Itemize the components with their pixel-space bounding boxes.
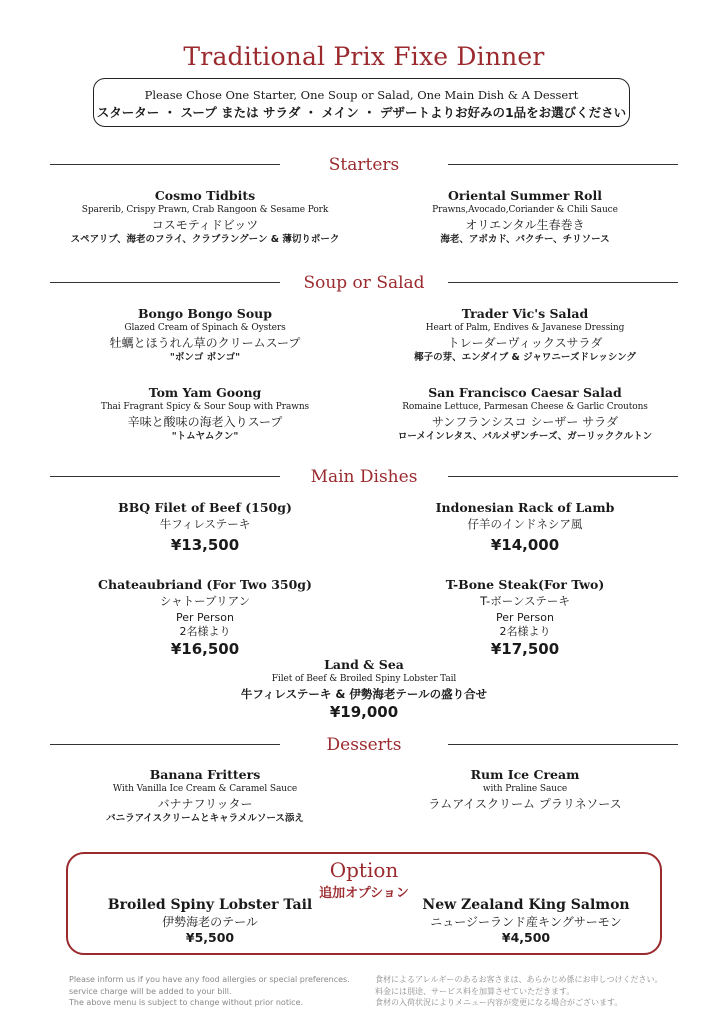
menu-item <box>40 767 370 825</box>
footer-line: Please inform us if you have any food allergies or special preferences. <box>69 975 350 984</box>
option-title-jp: 追加オプション <box>319 886 409 901</box>
item-name-jp: サンフランシスコ シーザー サラダ <box>431 415 619 429</box>
item-name: BBQ Filet of Beef (150g) <box>118 500 292 515</box>
item-name: Indonesian Rack of Lamb <box>435 500 615 515</box>
item-name: Chateaubriand (For Two 350g) <box>98 577 312 592</box>
per-person-label: Per Person <box>176 611 234 624</box>
minimum-note: 2名様より <box>499 625 551 638</box>
menu-item <box>370 767 680 812</box>
item-name: Banana Fritters <box>149 767 261 782</box>
item-name-jp: トレーダーヴィックスサラダ <box>447 336 603 350</box>
item-name-jp: 牛フィレステーキ & 伊勢海老テールの盛り合せ <box>240 687 488 701</box>
menu-item <box>370 500 680 555</box>
item-price: ¥14,000 <box>490 536 560 554</box>
item-description: with Praline Sauce <box>482 784 568 794</box>
footer-notes-en <box>69 974 369 1009</box>
item-name-jp: バナナフリッター <box>157 797 253 811</box>
item-name-jp: 伊勢海老のテール <box>162 915 258 929</box>
menu-item <box>370 306 680 364</box>
item-price: ¥16,500 <box>170 640 240 658</box>
item-description: Heart of Palm, Endives & Javanese Dressing <box>425 323 625 333</box>
footer-line: 料金には別途、サービス料を加算させていただきます。 <box>375 986 575 996</box>
item-name-jp: ラムアイスクリーム プラリネソース <box>428 797 622 811</box>
section-divider-left <box>50 164 280 165</box>
footer-line: 食材によるアレルギーのあるお客さまは、あらかじめ係にお申しつけください。 <box>375 975 663 984</box>
per-person-label: Per Person <box>496 611 554 624</box>
item-description-jp: "トムヤムクン" <box>171 431 239 442</box>
item-description: Prawns,Avocado,Coriander & Chili Sauce <box>432 205 618 215</box>
item-name-jp: 仔羊のインドネシア風 <box>467 517 583 531</box>
item-name-jp: 辛味と酸味の海老入りスープ <box>127 415 283 429</box>
item-description-jp: スペアリブ、海老のフライ、クラブラングーン & 薄切りポーク <box>70 234 340 245</box>
footer-notes-jp <box>375 974 675 1009</box>
page-title: Traditional Prix Fixe Dinner <box>183 42 545 71</box>
menu-item <box>370 385 680 443</box>
section-divider-left <box>50 744 280 745</box>
item-price: ¥19,000 <box>329 703 399 721</box>
item-name: Oriental Summer Roll <box>448 188 602 203</box>
item-description: Thai Fragrant Spicy & Sour Soup with Prawns <box>100 402 310 412</box>
item-description: Romaine Lettuce, Parmesan Cheese & Garlic Croutons <box>402 402 648 412</box>
item-name-jp: T-ボーンステーキ <box>480 594 570 608</box>
menu-item <box>40 188 370 246</box>
item-name: Tom Yam Goong <box>148 385 262 400</box>
item-description: Glazed Cream of Spinach & Oysters <box>124 323 286 333</box>
item-name: Trader Vic's Salad <box>461 306 589 321</box>
menu-item <box>40 385 370 443</box>
footer-line: The above menu is subject to change without prior notice. <box>69 998 304 1007</box>
item-name-jp: オリエンタル生春巻き <box>465 218 585 232</box>
item-name: New Zealand King Salmon <box>422 897 630 913</box>
item-name: T-Bone Steak(For Two) <box>445 577 605 592</box>
section-divider-right <box>448 164 678 165</box>
item-description: With Vanilla Ice Cream & Caramel Sauce <box>112 784 298 794</box>
section-title-soup-salad: Soup or Salad <box>303 273 425 293</box>
item-price: ¥5,500 <box>185 930 235 945</box>
item-name: Broiled Spiny Lobster Tail <box>107 897 313 913</box>
menu-item <box>40 306 370 364</box>
section-title-desserts: Desserts <box>326 735 402 755</box>
item-name: Bongo Bongo Soup <box>137 306 273 321</box>
section-divider-right <box>448 744 678 745</box>
item-description: Sparerib, Crispy Prawn, Crab Rangoon & Sesame Pork <box>81 205 329 215</box>
item-name-jp: 牛フィレステーキ <box>159 517 251 531</box>
item-description-jp: 椰子の芽、エンダイブ & ジャワニーズドレッシング <box>414 352 636 363</box>
item-description-jp: 海老、アボカド、パクチー、チリソース <box>440 234 610 245</box>
item-name: San Francisco Caesar Salad <box>428 385 622 400</box>
section-divider-right <box>448 476 678 477</box>
item-description-jp: バニラアイスクリームとキャラメルソース添え <box>106 813 304 824</box>
item-price: ¥13,500 <box>170 536 240 554</box>
section-divider-right <box>448 282 678 283</box>
item-name-jp: ニュージーランド産キングサーモン <box>430 915 622 929</box>
menu-item <box>370 188 680 246</box>
instructions-box <box>93 78 630 127</box>
item-description: Filet of Beef & Broiled Spiny Lobster Tail <box>271 674 457 684</box>
option-title: Option <box>329 858 399 882</box>
item-name-jp: コスモティドビッツ <box>151 218 259 232</box>
menu-item <box>40 500 370 555</box>
section-title-main: Main Dishes <box>310 467 418 487</box>
section-title-starters: Starters <box>328 155 400 175</box>
item-name: Rum Ice Cream <box>470 767 580 782</box>
item-name: Land & Sea <box>324 657 404 672</box>
footer-line: 食材の入荷状況によりメニュー内容が変更になる場合がございます。 <box>375 998 623 1007</box>
footer-line: service charge will be added to your bill. <box>69 986 232 996</box>
item-description-jp: "ボンゴ ボンゴ" <box>169 352 241 363</box>
option-item <box>60 897 360 946</box>
option-item <box>376 897 676 946</box>
minimum-note: 2名様より <box>179 625 231 638</box>
instructions-en: Please Chose One Starter, One Soup or Salad, One Main Dish & A Dessert <box>144 88 579 102</box>
instructions-jp: スターター ・ スープ または サラダ ・ メイン ・ デザートよりお好みの1品をお選びください <box>96 105 627 120</box>
section-divider-left <box>50 476 280 477</box>
item-price: ¥4,500 <box>501 930 551 945</box>
menu-item <box>164 657 564 722</box>
menu-item <box>40 577 370 659</box>
item-name-jp: シャトーブリアン <box>159 594 251 608</box>
menu-item <box>370 577 680 659</box>
item-name: Cosmo Tidbits <box>154 188 256 203</box>
item-price: ¥17,500 <box>490 640 560 658</box>
section-divider-left <box>50 282 280 283</box>
item-name-jp: 牡蠣とほうれん草のクリームスープ <box>109 336 301 350</box>
item-description-jp: ローメインレタス、パルメザンチーズ、ガーリッククルトン <box>397 431 653 442</box>
